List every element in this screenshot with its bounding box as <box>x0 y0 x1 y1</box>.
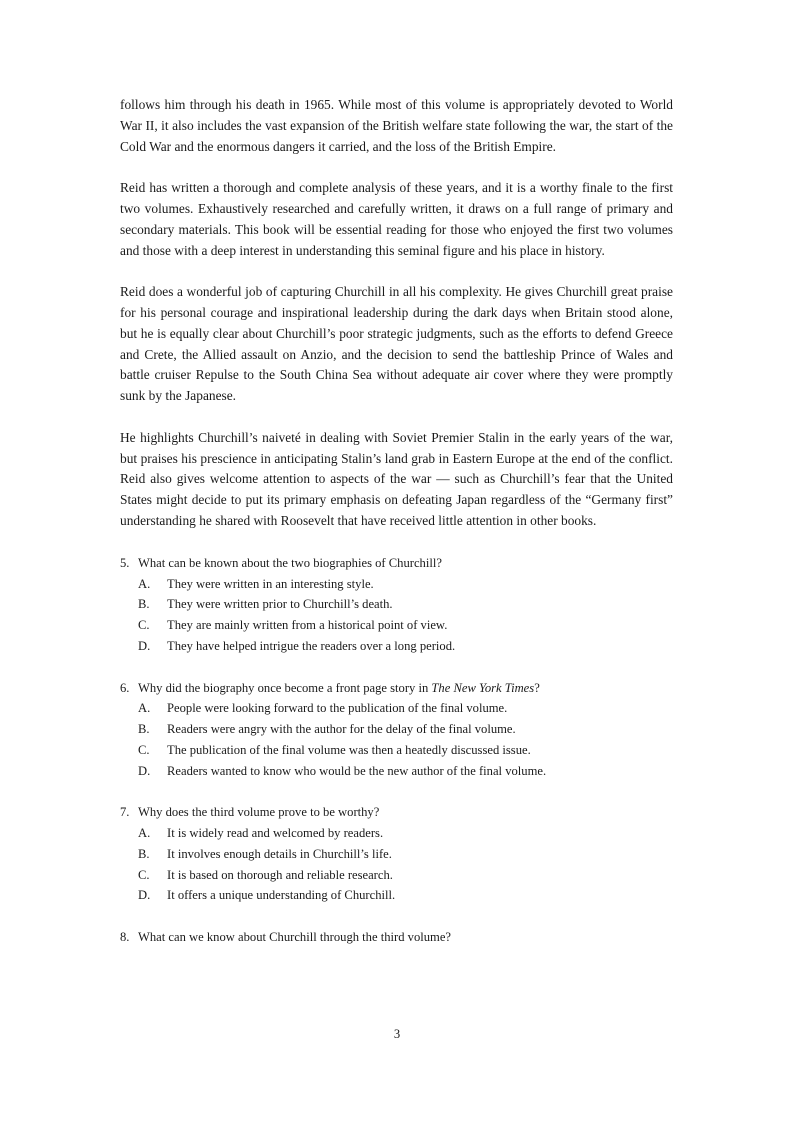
option-c <box>120 865 673 886</box>
question-7 <box>120 802 673 906</box>
option-c <box>120 740 673 761</box>
option-letter: B. <box>138 722 150 737</box>
passage-paragraph-1: follows him through his death in 1965. While most of this volume is appropriately devoted to World War II, it also includes the vast expansion of the British welfare state following the war, the start of the Cold War and the enormous dangers it carried, and the loss of the British Empire. <box>120 97 673 154</box>
option-letter: D. <box>138 638 151 653</box>
option-text: Readers were angry with the author for the delay of the final volume. <box>167 722 516 737</box>
document-page <box>120 95 673 948</box>
question-5 <box>120 553 673 657</box>
option-letter: A. <box>138 826 151 841</box>
question-text: What can we know about Churchill through the third volume? <box>138 930 452 945</box>
option-text: They are mainly written from a historical point of view. <box>167 618 448 633</box>
question-number: 8. <box>120 930 130 945</box>
passage-paragraph-4: He highlights Churchill’s naiveté in dealing with Soviet Premier Stalin in the early years of the war, but praises his prescience in anticipating Stalin’s land grab in Eastern Europe at the end of the conflict. Reid also gives welcome attention to aspects of the war — such as Churchill’s fear that the United States might decide to put its primary emphasis on defeating Japan regardless of the “Germany first” understanding he shared with Roosevelt that have received little attention in other books. <box>120 429 673 528</box>
option-letter: B. <box>138 597 150 612</box>
option-letter: C. <box>138 618 150 633</box>
option-c <box>120 615 673 636</box>
question-text: What can be known about the two biographies of Churchill? <box>138 555 442 570</box>
option-a <box>120 698 673 719</box>
option-text: It involves enough details in Churchill’s life. <box>167 846 392 861</box>
option-text: The publication of the final volume was then a heatedly discussed issue. <box>167 742 531 757</box>
option-d <box>120 761 673 782</box>
option-letter: D. <box>138 888 151 903</box>
passage-paragraph-2: Reid has written a thorough and complete analysis of these years, and it is a worthy finale to the first two volumes. Exhaustively researched and carefully written, it draws on a full range of primary and secondary materials. This book will be essential reading for those who enjoyed the first two volumes and those with a deep interest in understanding this seminal figure and his place in history. <box>120 180 673 258</box>
option-a <box>120 574 673 595</box>
option-letter: C. <box>138 867 150 882</box>
newspaper-title: The New York Times <box>431 680 535 695</box>
option-letter: D. <box>138 763 151 778</box>
question-number: 7. <box>120 805 130 820</box>
option-text: It is widely read and welcomed by readers. <box>167 826 384 841</box>
question-text-after: ? <box>534 680 540 695</box>
question-6 <box>120 678 673 782</box>
option-b <box>120 594 673 615</box>
question-8 <box>120 927 673 948</box>
question-text-before: Why did the biography once become a front page story in <box>138 680 432 695</box>
option-text: Readers wanted to know who would be the new author of the final volume. <box>167 763 547 778</box>
passage-paragraph-3: Reid does a wonderful job of capturing Churchill in all his complexity. He gives Churchill great praise for his personal courage and inspirational leadership during the dark days when Britain stood alone, but he is equally clear about Churchill’s poor strategic judgments, such as the efforts to defend Greece and Crete, the Allied assault on Anzio, and the decision to send the battleship Prince of Wales and battle cruiser Repulse to the South China Sea without adequate air cover where they were promptly sunk by the Japanese. <box>120 284 673 404</box>
option-letter: A. <box>138 576 151 591</box>
option-text: It is based on thorough and reliable research. <box>167 867 393 882</box>
question-number: 6. <box>120 680 130 695</box>
option-text: People were looking forward to the publication of the final volume. <box>167 701 508 716</box>
option-text: They were written prior to Churchill’s death. <box>167 597 393 612</box>
option-text: They were written in an interesting style. <box>167 576 374 591</box>
page-number: 3 <box>393 1027 401 1041</box>
option-d <box>120 885 673 906</box>
passage <box>120 95 673 532</box>
question-number: 5. <box>120 555 130 570</box>
question-text: Why does the third volume prove to be worthy? <box>138 805 380 820</box>
option-a <box>120 823 673 844</box>
option-letter: B. <box>138 846 150 861</box>
option-letter: A. <box>138 701 151 716</box>
option-letter: C. <box>138 742 150 757</box>
question-text <box>138 678 540 699</box>
option-b <box>120 844 673 865</box>
option-text: They have helped intrigue the readers over a long period. <box>167 638 456 653</box>
option-d <box>120 636 673 657</box>
option-b <box>120 719 673 740</box>
option-text: It offers a unique understanding of Churchill. <box>167 888 396 903</box>
